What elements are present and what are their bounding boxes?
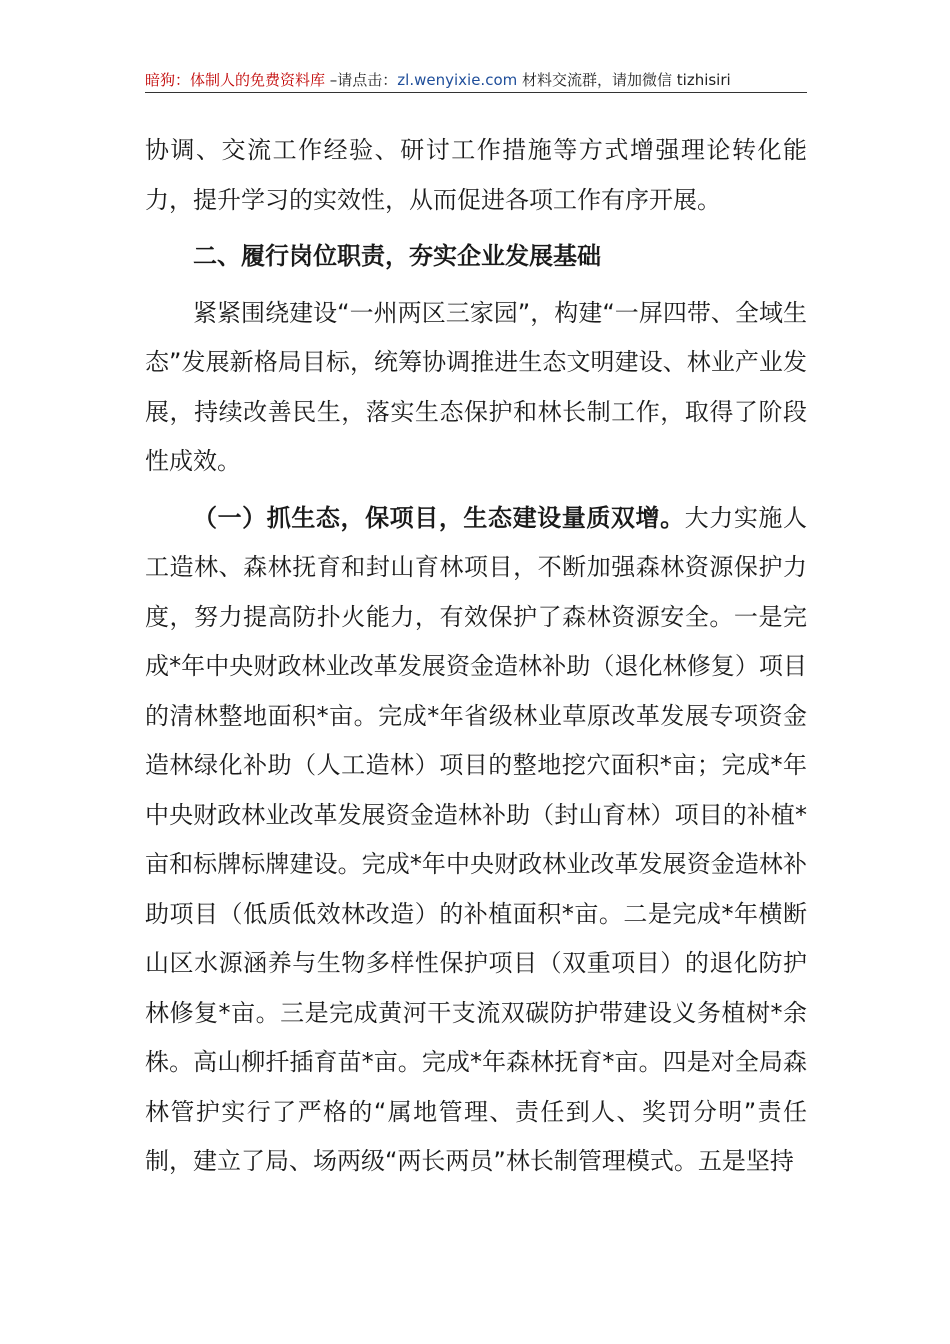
page-header [145, 68, 807, 93]
paragraph-subsection-1 [145, 494, 807, 1187]
subsection-text: 大力实施人工造林、森林抚育和封山育林项目，不断加强森林资源保护力度，努力提高防扑火能力，有效保护了森林资源安全。一是完成*年中央财政林业改革发展资金造林补助（退化林修复）项目的清林整地面积*亩。完成*年省级林业草原改革发展专项资金造林绿化补助（人工造林）项目的整地挖穴面积*亩；完成*年中央财政林业改革发展资金造林补助（封山育林）项目的补植*亩和标牌标牌建设。完成*年中央财政林业改革发展资金造林补助项目（低质低效林改造）的补植面积*亩。二是完成*年横断山区水源涵养与生物多样性保护项目（双重项目）的退化防护林修复*亩。三是完成黄河干支流双碳防护带建设义务植树*余株。高山柳扦插育苗*亩。完成*年森林抚育*亩。四是对全局森林管护实行了严格的“属地管理、责任到人、奖罚分明”责任制，建立了局、场两级“两长两员”林长制管理模式。五是坚持 [145, 503, 808, 1175]
subsection-lead: （一）抓生态，保项目，生态建设量质双增。 [193, 503, 685, 532]
paragraph-continuation: 协调、交流工作经验、研讨工作措施等方式增强理论转化能力，提升学习的实效性，从而促进各项工作有序开展。 [145, 136, 807, 214]
paragraph-intro: 紧紧围绕建设“一州两区三家园”，构建“一屏四带、全域生态”发展新格局目标，统筹协调推进生态文明建设、林业产业发展，持续改善民生，落实生态保护和林长制工作，取得了阶段性成效。 [145, 298, 807, 475]
document-body [145, 126, 807, 1187]
header-click-prompt: –请点击： [325, 71, 398, 89]
header-group-text: 材料交流群，请加微信 tizhisiri [517, 71, 731, 89]
section-heading: 二、履行岗位职责，夯实企业发展基础 [193, 242, 601, 270]
header-site-name: 暗狗：体制人的免费资料库 [145, 71, 326, 89]
header-url-link[interactable]: zl.wenyixie.com [397, 71, 518, 89]
